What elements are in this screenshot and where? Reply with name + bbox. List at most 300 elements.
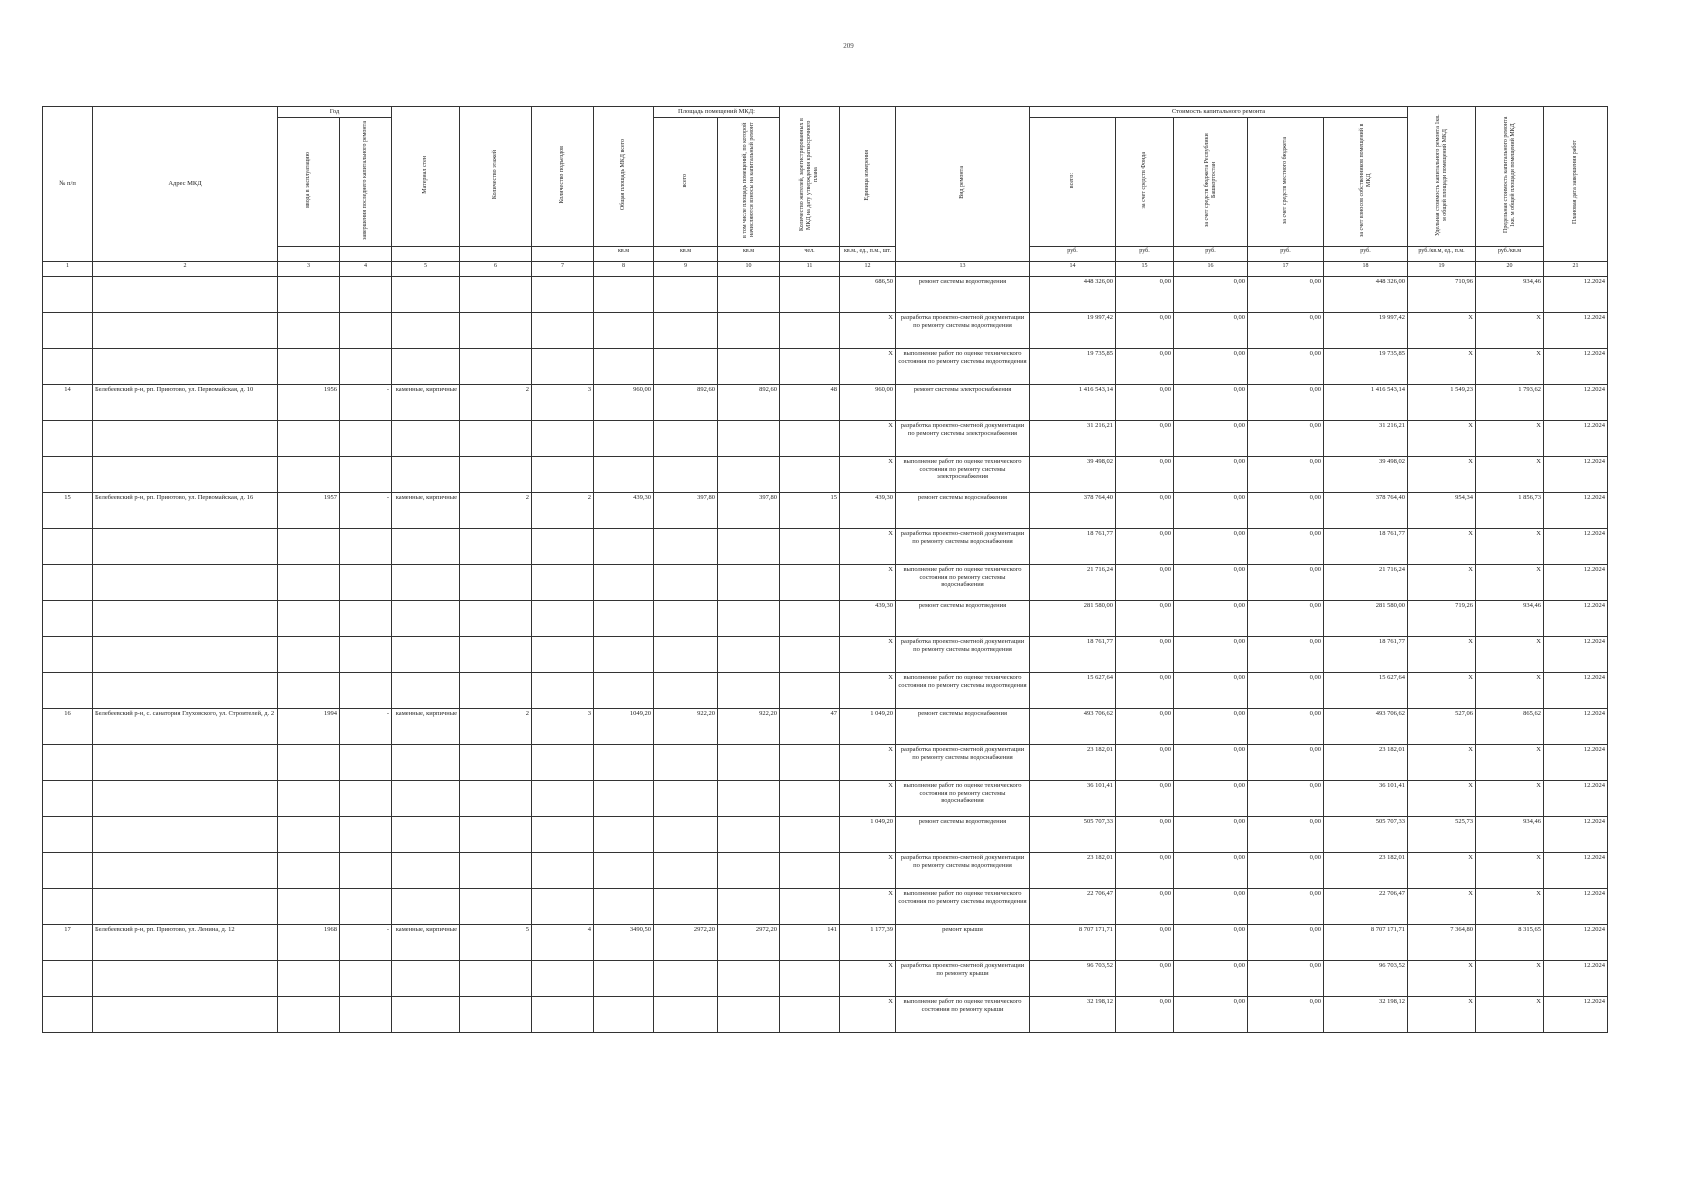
row-cost-owners: 22 706,47 [1324, 888, 1408, 924]
row-limit-cost: X [1476, 996, 1544, 1032]
row-work-type: разработка проектно-сметной документации по ремонту системы водоотведения [896, 312, 1030, 348]
row-premises-share [718, 780, 780, 816]
table-row [43, 492, 1608, 528]
row-quantity: 686,50 [840, 276, 896, 312]
row-year-commission [278, 456, 340, 492]
row-cost-total: 23 182,01 [1030, 744, 1116, 780]
row-work-type: ремонт системы водоотведения [896, 816, 1030, 852]
row-cost-local: 0,00 [1248, 780, 1324, 816]
row-end-date: 12.2024 [1544, 492, 1608, 528]
row-year-commission [278, 888, 340, 924]
row-year-last-repair [340, 996, 392, 1032]
row-limit-cost: 934,46 [1476, 816, 1544, 852]
row-cost-owners: 23 182,01 [1324, 852, 1408, 888]
row-work-type: выполнение работ по оценке технического состояния по ремонту системы водоотведения [896, 888, 1030, 924]
row-cost-fund: 0,00 [1116, 276, 1174, 312]
row-cost-fund: 0,00 [1116, 492, 1174, 528]
row-limit-cost: X [1476, 312, 1544, 348]
row-quantity: X [840, 888, 896, 924]
row-floors: 2 [460, 492, 532, 528]
row-year-last-repair [340, 348, 392, 384]
row-cost-owners: 505 707,33 [1324, 816, 1408, 852]
row-premises-total [654, 348, 718, 384]
row-limit-cost: 934,46 [1476, 600, 1544, 636]
row-floors [460, 348, 532, 384]
row-end-date: 12.2024 [1544, 960, 1608, 996]
row-number [43, 312, 93, 348]
unit-cell [278, 246, 340, 261]
column-number-cell: 7 [532, 261, 594, 276]
table-row [43, 276, 1608, 312]
table-row [43, 852, 1608, 888]
row-cost-total: 31 216,21 [1030, 420, 1116, 456]
row-work-type: ремонт системы водоснабжения [896, 708, 1030, 744]
table-row [43, 420, 1608, 456]
row-specific-cost: 710,96 [1408, 276, 1476, 312]
row-residents: 141 [780, 924, 840, 960]
row-cost-fund: 0,00 [1116, 348, 1174, 384]
unit-cell [460, 246, 532, 261]
row-cost-owners: 18 761,77 [1324, 636, 1408, 672]
row-address [93, 528, 278, 564]
row-work-type: выполнение работ по оценке технического состояния по ремонту системы водоснабжения [896, 564, 1030, 600]
column-number-cell: 17 [1248, 261, 1324, 276]
row-total-area: 3490,50 [594, 924, 654, 960]
row-residents [780, 276, 840, 312]
table-row [43, 744, 1608, 780]
row-cost-republic: 0,00 [1174, 816, 1248, 852]
row-cost-republic: 0,00 [1174, 492, 1248, 528]
row-cost-owners: 36 101,41 [1324, 780, 1408, 816]
column-number-cell: 14 [1030, 261, 1116, 276]
row-year-commission [278, 600, 340, 636]
row-number [43, 600, 93, 636]
row-limit-cost: X [1476, 420, 1544, 456]
row-specific-cost: X [1408, 528, 1476, 564]
row-cost-fund: 0,00 [1116, 384, 1174, 420]
row-limit-cost: X [1476, 744, 1544, 780]
row-end-date: 12.2024 [1544, 348, 1608, 384]
row-limit-cost: 8 315,65 [1476, 924, 1544, 960]
header-cost-group: Стоимость капитального ремонта [1030, 107, 1408, 118]
row-cost-fund: 0,00 [1116, 456, 1174, 492]
row-cost-republic: 0,00 [1174, 960, 1248, 996]
unit-cell: кв.м [718, 246, 780, 261]
row-premises-share [718, 996, 780, 1032]
row-quantity: X [840, 348, 896, 384]
row-floors [460, 312, 532, 348]
row-year-commission: 1956 [278, 384, 340, 420]
row-cost-local: 0,00 [1248, 564, 1324, 600]
row-entrances [532, 780, 594, 816]
row-premises-total [654, 600, 718, 636]
column-number-cell: 3 [278, 261, 340, 276]
row-year-commission [278, 960, 340, 996]
row-cost-total: 22 706,47 [1030, 888, 1116, 924]
row-limit-cost: 865,62 [1476, 708, 1544, 744]
row-premises-share [718, 528, 780, 564]
header-row-1 [43, 107, 1608, 118]
row-specific-cost: X [1408, 456, 1476, 492]
row-end-date: 12.2024 [1544, 888, 1608, 924]
row-specific-cost: 525,73 [1408, 816, 1476, 852]
row-cost-republic: 0,00 [1174, 744, 1248, 780]
row-wall-material [392, 816, 460, 852]
row-cost-owners: 19 735,85 [1324, 348, 1408, 384]
row-work-type: ремонт системы электроснабжения [896, 384, 1030, 420]
row-year-last-repair [340, 852, 392, 888]
row-wall-material [392, 600, 460, 636]
row-cost-republic: 0,00 [1174, 276, 1248, 312]
row-address [93, 888, 278, 924]
header-residents: Количество жителей, зарегистрированных в МКД на дату утверждения краткосрочного плана [780, 107, 840, 247]
row-premises-share [718, 852, 780, 888]
column-number-cell: 13 [896, 261, 1030, 276]
unit-cell: руб./кв.м, ед., п.м. [1408, 246, 1476, 261]
header-wall-material: Материал стен [392, 107, 460, 247]
row-number [43, 420, 93, 456]
row-quantity: X [840, 420, 896, 456]
header-year-last-repair: завершения последнего капитального ремонта [340, 117, 392, 246]
row-number [43, 348, 93, 384]
row-floors [460, 888, 532, 924]
row-cost-fund: 0,00 [1116, 636, 1174, 672]
table-body [43, 276, 1608, 1032]
row-quantity: X [840, 852, 896, 888]
row-cost-fund: 0,00 [1116, 312, 1174, 348]
row-end-date: 12.2024 [1544, 744, 1608, 780]
row-limit-cost: X [1476, 672, 1544, 708]
column-number-cell: 5 [392, 261, 460, 276]
row-specific-cost: X [1408, 960, 1476, 996]
row-cost-owners: 39 498,02 [1324, 456, 1408, 492]
row-year-commission [278, 276, 340, 312]
row-address [93, 276, 278, 312]
column-number-cell: 9 [654, 261, 718, 276]
row-cost-owners: 32 198,12 [1324, 996, 1408, 1032]
row-year-commission [278, 744, 340, 780]
row-year-commission [278, 348, 340, 384]
row-number [43, 276, 93, 312]
column-number-cell: 2 [93, 261, 278, 276]
row-number: 14 [43, 384, 93, 420]
row-quantity: X [840, 528, 896, 564]
row-floors [460, 564, 532, 600]
row-premises-total [654, 960, 718, 996]
row-work-type: выполнение работ по оценке технического состояния по ремонту системы водоснабжения [896, 780, 1030, 816]
row-specific-cost: X [1408, 636, 1476, 672]
row-limit-cost: X [1476, 852, 1544, 888]
row-specific-cost: X [1408, 348, 1476, 384]
row-floors [460, 780, 532, 816]
row-cost-republic: 0,00 [1174, 780, 1248, 816]
row-cost-fund: 0,00 [1116, 420, 1174, 456]
row-specific-cost: X [1408, 780, 1476, 816]
row-wall-material: каменные, кирпичные [392, 924, 460, 960]
row-address [93, 420, 278, 456]
row-number: 17 [43, 924, 93, 960]
table-row [43, 960, 1608, 996]
row-limit-cost: 1 793,62 [1476, 384, 1544, 420]
row-premises-share [718, 564, 780, 600]
row-cost-local: 0,00 [1248, 816, 1324, 852]
row-entrances [532, 852, 594, 888]
row-cost-republic: 0,00 [1174, 600, 1248, 636]
row-entrances [532, 672, 594, 708]
row-quantity: X [840, 960, 896, 996]
row-year-commission [278, 996, 340, 1032]
row-cost-owners: 18 761,77 [1324, 528, 1408, 564]
row-premises-share [718, 276, 780, 312]
row-year-commission [278, 816, 340, 852]
row-wall-material [392, 888, 460, 924]
row-work-type: выполнение работ по оценке технического состояния по ремонту крыши [896, 996, 1030, 1032]
row-residents [780, 312, 840, 348]
row-cost-local: 0,00 [1248, 708, 1324, 744]
table-header [43, 107, 1608, 277]
row-premises-share [718, 744, 780, 780]
row-total-area: 439,30 [594, 492, 654, 528]
header-unit: Единица измерения [840, 107, 896, 247]
header-units-row [43, 246, 1608, 261]
row-year-last-repair [340, 420, 392, 456]
column-number-cell: 4 [340, 261, 392, 276]
unit-cell: кв.м [654, 246, 718, 261]
header-end-date: Плановая дата завершения работ [1544, 107, 1608, 262]
unit-cell: руб. [1116, 246, 1174, 261]
row-wall-material [392, 348, 460, 384]
row-limit-cost: X [1476, 348, 1544, 384]
row-premises-share [718, 312, 780, 348]
row-quantity: X [840, 312, 896, 348]
header-specific-cost: Удельная стоимость капитального ремонта 1кв. м общей площади помещений МКД [1408, 107, 1476, 247]
row-total-area: 960,00 [594, 384, 654, 420]
row-number [43, 744, 93, 780]
row-year-last-repair [340, 888, 392, 924]
row-cost-owners: 96 703,52 [1324, 960, 1408, 996]
row-wall-material: каменные, кирпичные [392, 384, 460, 420]
row-total-area [594, 672, 654, 708]
row-residents [780, 816, 840, 852]
row-residents: 48 [780, 384, 840, 420]
column-number-cell: 10 [718, 261, 780, 276]
unit-cell [340, 246, 392, 261]
row-cost-total: 281 580,00 [1030, 600, 1116, 636]
row-cost-owners: 281 580,00 [1324, 600, 1408, 636]
row-premises-share [718, 600, 780, 636]
unit-cell: чел. [780, 246, 840, 261]
row-year-commission: 1968 [278, 924, 340, 960]
row-quantity: X [840, 780, 896, 816]
row-quantity: X [840, 636, 896, 672]
row-wall-material [392, 852, 460, 888]
header-cost-local: за счет средств местного бюджета [1248, 117, 1324, 246]
row-cost-owners: 23 182,01 [1324, 744, 1408, 780]
row-premises-share: 2972,20 [718, 924, 780, 960]
row-work-type: разработка проектно-сметной документации по ремонту системы водоотведения [896, 636, 1030, 672]
column-number-cell: 1 [43, 261, 93, 276]
row-entrances: 2 [532, 492, 594, 528]
row-cost-fund: 0,00 [1116, 888, 1174, 924]
row-address: Белебеевский р-н, с. санатория Глуховского, ул. Строителей, д. 2 [93, 708, 278, 744]
row-quantity: 1 049,20 [840, 708, 896, 744]
unit-cell [392, 246, 460, 261]
unit-cell [532, 246, 594, 261]
row-premises-total [654, 420, 718, 456]
table-row [43, 708, 1608, 744]
row-premises-total [654, 888, 718, 924]
row-wall-material [392, 312, 460, 348]
header-floors: Количество этажей [460, 107, 532, 247]
repair-plan-table-wrapper [42, 106, 1608, 1033]
row-entrances [532, 312, 594, 348]
table-row [43, 528, 1608, 564]
row-specific-cost: X [1408, 996, 1476, 1032]
row-cost-fund: 0,00 [1116, 528, 1174, 564]
row-premises-share [718, 960, 780, 996]
row-end-date: 12.2024 [1544, 924, 1608, 960]
column-number-cell: 8 [594, 261, 654, 276]
row-cost-owners: 19 997,42 [1324, 312, 1408, 348]
row-total-area [594, 816, 654, 852]
row-year-commission: 1957 [278, 492, 340, 528]
row-entrances [532, 996, 594, 1032]
row-cost-republic: 0,00 [1174, 852, 1248, 888]
row-number: 15 [43, 492, 93, 528]
row-cost-republic: 0,00 [1174, 312, 1248, 348]
row-entrances: 3 [532, 384, 594, 420]
row-work-type: разработка проектно-сметной документации по ремонту системы электроснабжения [896, 420, 1030, 456]
row-cost-fund: 0,00 [1116, 708, 1174, 744]
row-entrances [532, 276, 594, 312]
row-end-date: 12.2024 [1544, 420, 1608, 456]
row-year-last-repair [340, 636, 392, 672]
row-address [93, 744, 278, 780]
row-premises-total [654, 312, 718, 348]
row-limit-cost: X [1476, 456, 1544, 492]
row-cost-republic: 0,00 [1174, 456, 1248, 492]
row-year-last-repair: - [340, 708, 392, 744]
row-cost-fund: 0,00 [1116, 672, 1174, 708]
row-cost-total: 96 703,52 [1030, 960, 1116, 996]
row-number [43, 672, 93, 708]
header-year-commission: ввода в эксплуатацию [278, 117, 340, 246]
row-wall-material [392, 276, 460, 312]
header-work-type: Вид ремонта [896, 107, 1030, 262]
row-cost-owners: 1 416 543,14 [1324, 384, 1408, 420]
row-floors [460, 636, 532, 672]
row-total-area [594, 456, 654, 492]
row-cost-owners: 31 216,21 [1324, 420, 1408, 456]
row-wall-material: каменные, кирпичные [392, 492, 460, 528]
row-total-area [594, 600, 654, 636]
row-total-area [594, 528, 654, 564]
row-work-type: ремонт крыши [896, 924, 1030, 960]
row-cost-fund: 0,00 [1116, 924, 1174, 960]
row-specific-cost: X [1408, 852, 1476, 888]
row-cost-total: 505 707,33 [1030, 816, 1116, 852]
table-row [43, 816, 1608, 852]
row-premises-total [654, 672, 718, 708]
row-number: 16 [43, 708, 93, 744]
row-quantity: 1 177,39 [840, 924, 896, 960]
row-cost-local: 0,00 [1248, 276, 1324, 312]
row-specific-cost: X [1408, 564, 1476, 600]
row-specific-cost: 7 364,80 [1408, 924, 1476, 960]
row-limit-cost: 1 856,73 [1476, 492, 1544, 528]
row-entrances [532, 528, 594, 564]
row-quantity: X [840, 456, 896, 492]
row-quantity: 439,30 [840, 492, 896, 528]
row-total-area [594, 960, 654, 996]
row-year-commission [278, 672, 340, 708]
row-residents [780, 996, 840, 1032]
row-cost-local: 0,00 [1248, 348, 1324, 384]
row-cost-owners: 15 627,64 [1324, 672, 1408, 708]
row-cost-local: 0,00 [1248, 420, 1324, 456]
row-number [43, 852, 93, 888]
unit-cell: руб./кв.м [1476, 246, 1544, 261]
table-row [43, 888, 1608, 924]
row-year-commission [278, 852, 340, 888]
row-cost-republic: 0,00 [1174, 996, 1248, 1032]
table-row [43, 600, 1608, 636]
row-year-commission: 1994 [278, 708, 340, 744]
row-premises-share: 397,80 [718, 492, 780, 528]
row-cost-owners: 8 707 171,71 [1324, 924, 1408, 960]
row-cost-total: 493 706,62 [1030, 708, 1116, 744]
row-number [43, 528, 93, 564]
row-end-date: 12.2024 [1544, 456, 1608, 492]
row-floors [460, 960, 532, 996]
row-cost-owners: 493 706,62 [1324, 708, 1408, 744]
row-address [93, 312, 278, 348]
row-year-last-repair [340, 528, 392, 564]
row-cost-republic: 0,00 [1174, 528, 1248, 564]
row-floors [460, 276, 532, 312]
row-cost-fund: 0,00 [1116, 960, 1174, 996]
row-cost-local: 0,00 [1248, 456, 1324, 492]
row-entrances [532, 744, 594, 780]
row-year-commission [278, 312, 340, 348]
row-cost-fund: 0,00 [1116, 564, 1174, 600]
row-premises-total [654, 528, 718, 564]
unit-cell: кв.м [594, 246, 654, 261]
row-total-area [594, 780, 654, 816]
row-entrances [532, 600, 594, 636]
row-address: Белебеевский р-н, рп. Приютово, ул. Первомайская, д. 10 [93, 384, 278, 420]
row-premises-share [718, 420, 780, 456]
row-limit-cost: X [1476, 636, 1544, 672]
row-cost-republic: 0,00 [1174, 924, 1248, 960]
row-premises-total: 922,20 [654, 708, 718, 744]
row-number [43, 996, 93, 1032]
row-entrances [532, 420, 594, 456]
row-total-area [594, 276, 654, 312]
row-floors [460, 420, 532, 456]
row-premises-total [654, 816, 718, 852]
row-cost-total: 19 997,42 [1030, 312, 1116, 348]
row-specific-cost: X [1408, 744, 1476, 780]
repair-plan-table [42, 106, 1608, 1033]
row-work-type: ремонт системы водоотведения [896, 276, 1030, 312]
row-address [93, 456, 278, 492]
row-year-commission [278, 420, 340, 456]
row-cost-local: 0,00 [1248, 636, 1324, 672]
row-year-last-repair [340, 960, 392, 996]
row-work-type: ремонт системы водоотведения [896, 600, 1030, 636]
row-limit-cost: X [1476, 960, 1544, 996]
